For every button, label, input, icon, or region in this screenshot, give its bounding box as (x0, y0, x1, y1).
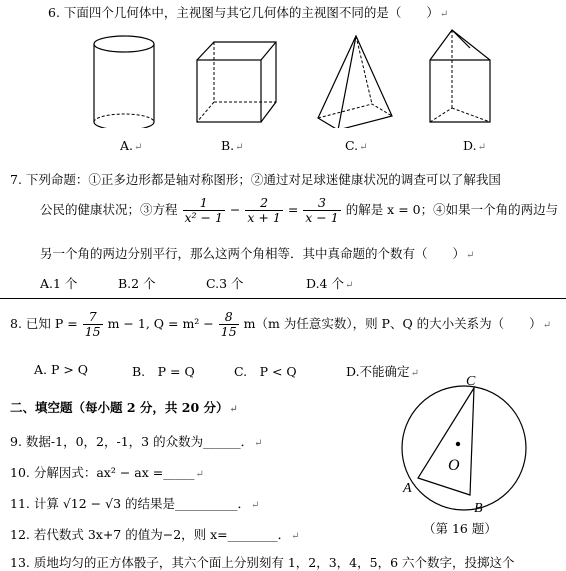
figure-16-caption: （第 16 题） (423, 521, 497, 536)
q6-option-b[interactable]: B.↵ (221, 138, 244, 153)
figure-16 (396, 374, 532, 516)
q7-line3: 另一个角的两边分别平行，那么这两个角相等．其中真命题的个数有（ ）↵ (40, 246, 475, 261)
q7-fraction-1: $\frac{1}{\text{x² − 1}}$ (184, 195, 223, 225)
q7-line2: 公民的健康状况；③方程 $\frac{1}{\text{x² − 1}}$ − $\frac{2}{x + 1}$ = $\frac{3}{x - 1}$ 的解是 x = 0；④如果一个角的两边与 (40, 195, 559, 225)
q13: 13. 质地均匀的正方体骰子，其六个面上分别刻有 1，2，3，4，5，6 六个数字，投掷这个 (10, 555, 515, 570)
q7-option-c[interactable]: C.3 个 (206, 276, 244, 291)
q9: 9. 数据-1，0，2，-1，3 的众数为______．↵ (10, 434, 263, 449)
q8-fraction-q: $\frac{8}{15}$ (220, 309, 237, 339)
pyramid-figure (318, 36, 392, 128)
q8-option-a[interactable]: A. P > Q (34, 362, 89, 377)
q6-option-d[interactable]: D.↵ (463, 138, 486, 153)
q6-solids (0, 28, 566, 128)
q7-option-a[interactable]: A.1 个 (40, 276, 78, 291)
q7-fraction-2: $\frac{2}{x + 1}$ (247, 195, 281, 225)
q7-line1: 7. 下列命题：①正多边形都是轴对称图形；②通过对足球迷健康状况的调查可以了解我国 (10, 172, 501, 187)
page-divider (0, 298, 566, 299)
center-point (456, 442, 460, 446)
label-b: B (474, 501, 483, 516)
q8-fraction-p: $\frac{7}{15}$ (84, 309, 101, 339)
q8-option-b[interactable]: B. P = Q (132, 364, 195, 379)
prism-figure (430, 30, 490, 122)
q8-option-d[interactable]: D.不能确定↵ (346, 364, 419, 379)
q7-fraction-3: $\frac{3}{x - 1}$ (305, 195, 339, 225)
cube-figure (197, 42, 276, 122)
q8-option-c[interactable]: C. P < Q (234, 364, 297, 379)
label-o: O (448, 457, 460, 474)
q12: 12. 若代数式 3x+7 的值为−2，则 x=________．↵ (10, 527, 300, 542)
q8-stem: 8. 已知 P = $\frac{7}{15}$ m − 1, Q = m² − $\frac{8}{15}$ m（m 为任意实数），则 P、Q 的大小关系为（ ）↵ (10, 309, 552, 339)
q11: 11. 计算 √12 − √3 的结果是__________．↵ (10, 496, 260, 511)
q7-option-b[interactable]: B.2 个 (118, 276, 156, 291)
q10: 10. 分解因式：ax² − ax =_____↵ (10, 465, 204, 480)
cylinder-figure (94, 36, 154, 128)
section2-heading: 二、填空题（每小题 2 分，共 20 分）↵ (10, 400, 238, 415)
q6-option-a[interactable]: A.↵ (120, 138, 143, 153)
q7-option-d[interactable]: D.4 个↵ (306, 276, 354, 291)
q6-option-c[interactable]: C.↵ (345, 138, 368, 153)
label-c: C (466, 374, 476, 389)
label-a: A (403, 481, 412, 496)
q6-stem: 6. 下面四个几何体中，主视图与其它几何体的主视图不同的是（ ）↵ (48, 5, 449, 20)
